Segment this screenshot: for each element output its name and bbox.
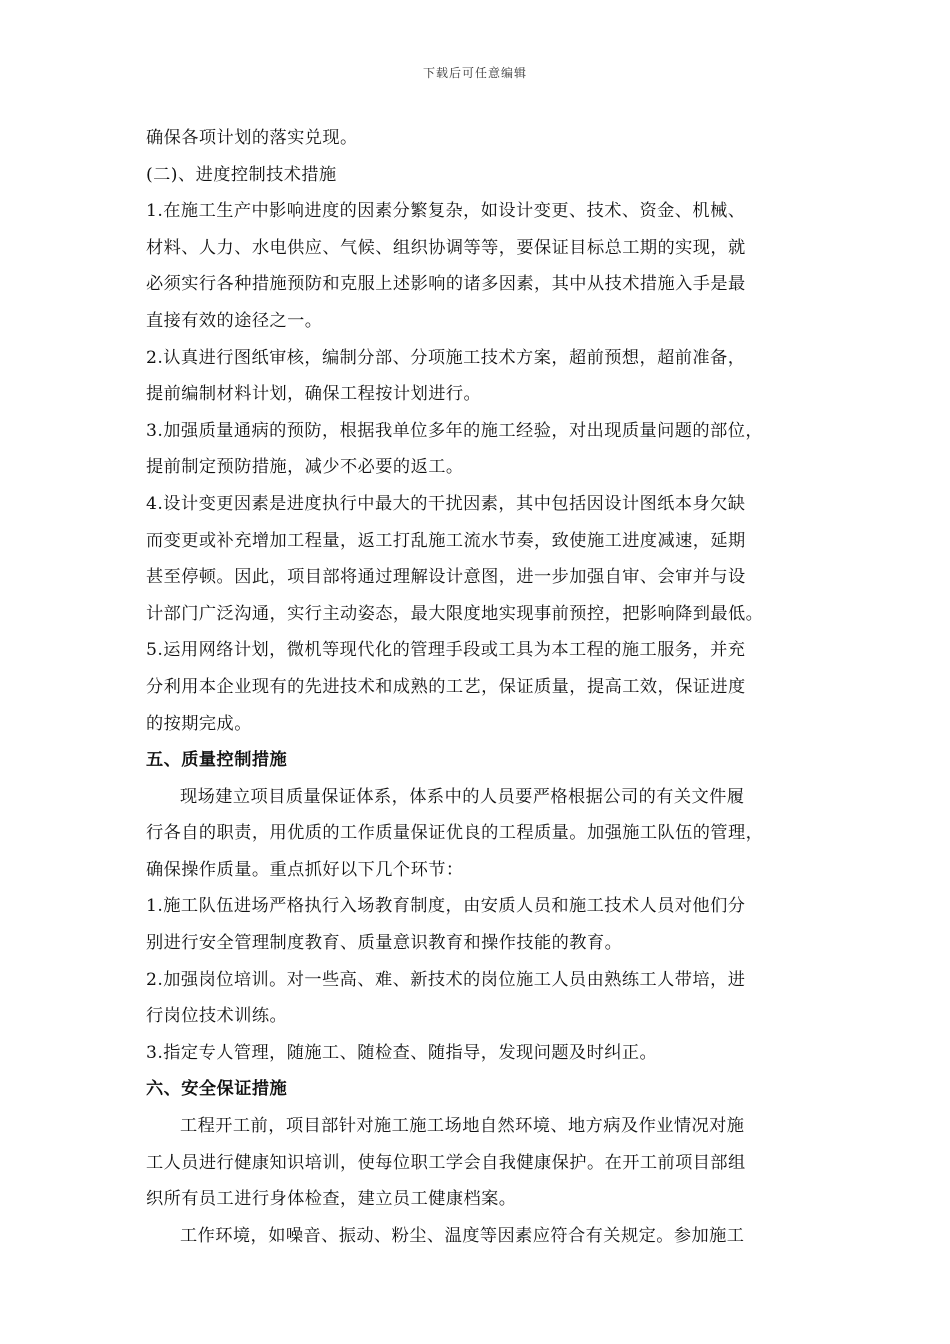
paragraph-line: 工人员进行健康知识培训，使每位职工学会自我健康保护。在开工前项目部组 xyxy=(146,1152,746,1173)
paragraph-line: 的按期完成。 xyxy=(146,713,252,734)
paragraph-line: 提前制定预防措施，减少不必要的返工。 xyxy=(146,457,464,478)
paragraph-line: 1.施工队伍进场严格执行入场教育制度，由安质人员和施工技术人员对他们分 xyxy=(146,896,746,917)
page-header: 下载后可任意编辑 xyxy=(422,66,527,80)
paragraph-line: 必须实行各种措施预防和克服上述影响的诸多因素，其中从技术措施入手是最 xyxy=(146,274,746,295)
paragraph-line: 行各自的职责，用优质的工作质量保证优良的工程质量。加强施工队伍的管理， xyxy=(146,823,764,844)
paragraph-line: 工程开工前，项目部针对施工施工场地自然环境、地方病及作业情况对施 xyxy=(180,1116,745,1137)
paragraph-line: 别进行安全管理制度教育、质量意识教育和操作技能的教育。 xyxy=(146,933,623,954)
paragraph-line: 现场建立项目质量保证体系，体系中的人员要严格根据公司的有关文件履 xyxy=(180,786,745,807)
section-heading-quality: 五、质量控制措施 xyxy=(146,750,288,771)
paragraph-line: 计部门广泛沟通，实行主动姿态，最大限度地实现事前预控，把影响降到最低。 xyxy=(146,603,764,624)
paragraph-line: 材料、人力、水电供应、气候、组织协调等等，要保证目标总工期的实现，就 xyxy=(146,237,746,258)
paragraph-line: 5.运用网络计划，微机等现代化的管理手段或工具为本工程的施工服务，并充 xyxy=(146,640,746,661)
paragraph-line: 甚至停顿。因此，项目部将通过理解设计意图，进一步加强自审、会审并与设 xyxy=(146,567,746,588)
paragraph-line: 而变更或补充增加工程量，返工打乱施工流水节奏，致使施工进度减速，延期 xyxy=(146,530,746,551)
paragraph-line: 直接有效的途径之一。 xyxy=(146,310,323,331)
paragraph-line: 2.认真进行图纸审核，编制分部、分项施工技术方案，超前预想，超前准备， xyxy=(146,347,746,368)
paragraph-line: 3.加强质量通病的预防，根据我单位多年的施工经验，对出现质量问题的部位， xyxy=(146,420,763,441)
paragraph-line: 确保各项计划的落实兑现。 xyxy=(146,128,358,148)
document-body xyxy=(146,120,810,1254)
paragraph-line: 3.指定专人管理，随施工、随检查、随指导，发现问题及时纠正。 xyxy=(146,1042,658,1063)
paragraph-line: 分利用本企业现有的先进技术和成熟的工艺，保证质量，提高工效，保证进度 xyxy=(146,676,746,697)
subsection-heading: (二)、进度控制技术措施 xyxy=(146,164,337,185)
paragraph-line: 4.设计变更因素是进度执行中最大的干扰因素，其中包括因设计图纸本身欠缺 xyxy=(146,493,746,514)
paragraph-line: 确保操作质量。重点抓好以下几个环节： xyxy=(146,859,464,880)
paragraph-line: 提前编制材料计划，确保工程按计划进行。 xyxy=(146,384,482,405)
paragraph-line: 织所有员工进行身体检查，建立员工健康档案。 xyxy=(146,1189,517,1210)
paragraph-line: 行岗位技术训练。 xyxy=(146,1006,288,1027)
paragraph-line: 工作环境，如噪音、振动、粉尘、温度等因素应符合有关规定。参加施工 xyxy=(180,1225,745,1246)
paragraph-line: 1.在施工生产中影响进度的因素分繁复杂，如设计变更、技术、资金、机械、 xyxy=(146,201,746,222)
paragraph-line: 2.加强岗位培训。对一些高、难、新技术的岗位施工人员由熟练工人带培，进 xyxy=(146,969,746,990)
section-heading-safety: 六、安全保证措施 xyxy=(146,1079,288,1100)
